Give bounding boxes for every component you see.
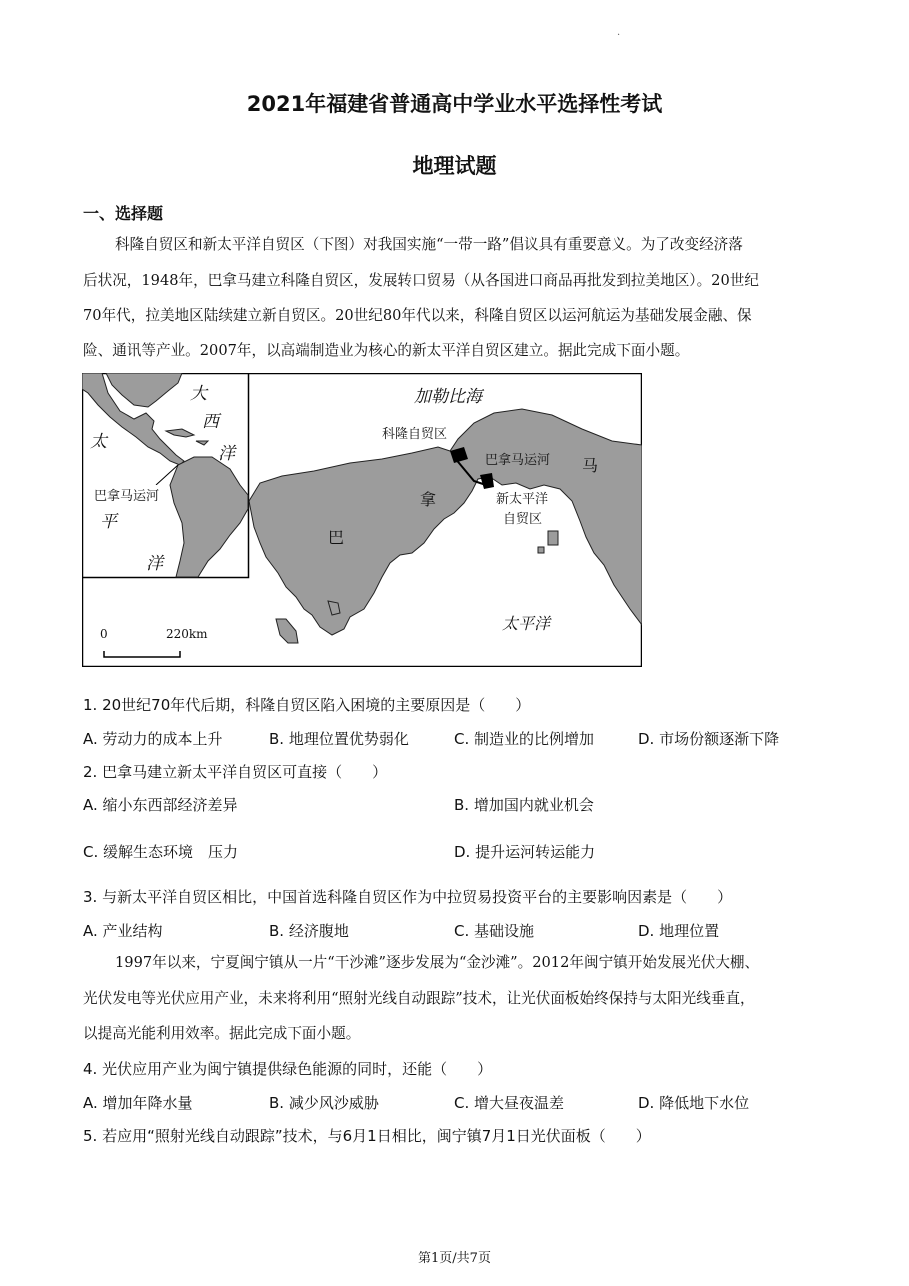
question-2-option-b[interactable]: B. 增加国内就业机会: [454, 796, 594, 814]
inset-pacific-label: 太: [90, 432, 107, 452]
map-svg: [82, 373, 642, 667]
scale-distance-label: 220km: [166, 627, 208, 641]
new-pacific-zone-label: 自贸区: [503, 512, 543, 527]
question-5-stem: 5. 若应用“照射光线自动跟踪”技术，与6月1日相比，闽宁镇7月1日光伏面板（ ）: [83, 1127, 651, 1145]
question-2-option-a[interactable]: A. 缩小东西部经济差异: [83, 796, 238, 814]
colon-zone-label: 科隆自贸区: [382, 427, 448, 442]
inset-pacific-label: 平: [100, 512, 117, 532]
question-4-option-d[interactable]: D. 降低地下水位: [638, 1094, 750, 1112]
passage-1-line: 后状况，1948年，巴拿马建立科隆自贸区，发展转口贸易（从各国进口商品再批发到拉美地区）。20世纪: [83, 272, 759, 289]
question-4-stem: 4. 光伏应用产业为闽宁镇提供绿色能源的同时，还能（ ）: [83, 1060, 493, 1078]
section-heading: 一、选择题: [83, 204, 164, 223]
country-label: 巴: [328, 528, 345, 547]
question-1-option-b[interactable]: B. 地理位置优势弱化: [269, 730, 409, 748]
canal-label: 巴拿马运河: [485, 453, 551, 468]
exam-title: 2021年福建省普通高中学业水平选择性考试: [246, 92, 663, 116]
question-3-stem: 3. 与新太平洋自贸区相比，中国首选科隆自贸区作为中拉贸易投资平台的主要影响因素是（ ）: [83, 888, 733, 906]
question-2-stem: 2. 巴拿马建立新太平洋自贸区可直接（ ）: [83, 763, 388, 781]
passage-1-line: 科隆自贸区和新太平洋自贸区（下图）对我国实施“一带一路”倡议具有重要意义。为了改变经济落: [115, 236, 743, 253]
pacific-ocean-label: 太平洋: [502, 614, 551, 633]
inset-atlantic-label: 洋: [218, 444, 235, 464]
question-1-option-c[interactable]: C. 制造业的比例增加: [454, 730, 595, 748]
exam-subtitle: 地理试题: [412, 154, 497, 178]
country-label: 马: [582, 456, 599, 475]
caribbean-sea-label: 加勒比海: [414, 387, 482, 407]
question-3-option-b[interactable]: B. 经济腹地: [269, 922, 349, 940]
inset-canal-label: 巴拿马运河: [94, 485, 159, 504]
passage-2-line: 以提高光能利用效率。据此完成下面小题。: [83, 1025, 361, 1042]
question-1-option-d[interactable]: D. 市场份额逐渐下降: [638, 730, 780, 748]
question-4-option-c[interactable]: C. 增大昼夜温差: [454, 1094, 565, 1112]
scale-zero-label: 0: [100, 627, 108, 641]
header-dot: ·: [617, 30, 621, 41]
inset-pacific-label: 洋: [146, 554, 163, 574]
question-1-option-a[interactable]: A. 劳动力的成本上升: [83, 730, 223, 748]
panama-map-figure: [82, 373, 642, 667]
passage-2-line: 光伏发电等光伏应用产业，未来将利用“照射光线自动跟踪”技术，让光伏面板始终保持与太阳光线垂直，: [83, 990, 755, 1007]
question-1-stem: 1. 20世纪70年代后期，科隆自贸区陷入困境的主要原因是（ ）: [83, 696, 531, 714]
passage-1-line: 险、通讯等产业。2007年，以高端制造业为核心的新太平洋自贸区建立。据此完成下面小题。: [83, 342, 690, 359]
island: [548, 531, 558, 545]
question-3-option-c[interactable]: C. 基础设施: [454, 922, 535, 940]
question-3-option-a[interactable]: A. 产业结构: [83, 922, 163, 940]
question-3-option-d[interactable]: D. 地理位置: [638, 922, 720, 940]
country-label: 拿: [420, 490, 437, 509]
passage-1-line: 70年代，拉美地区陆续建立新自贸区。20世纪80年代以来，科隆自贸区以运河航运为基础发展金融、保: [83, 307, 752, 324]
inset-atlantic-label: 西: [202, 412, 219, 432]
question-4-option-a[interactable]: A. 增加年降水量: [83, 1094, 193, 1112]
passage-2-line: 1997年以来，宁夏闽宁镇从一片“干沙滩”逐步发展为“金沙滩”。2012年闽宁镇开始发展光伏大棚、: [115, 954, 760, 971]
page-footer: 第1页/共7页: [418, 1251, 491, 1266]
island: [538, 547, 544, 553]
question-2-option-d[interactable]: D. 提升运河转运能力: [454, 843, 596, 861]
inset-atlantic-label: 大: [190, 384, 207, 404]
question-2-option-c[interactable]: C. 缓解生态环境 压力: [83, 843, 239, 861]
new-pacific-zone-label: 新太平洋: [496, 492, 549, 507]
question-4-option-b[interactable]: B. 减少风沙威胁: [269, 1094, 379, 1112]
